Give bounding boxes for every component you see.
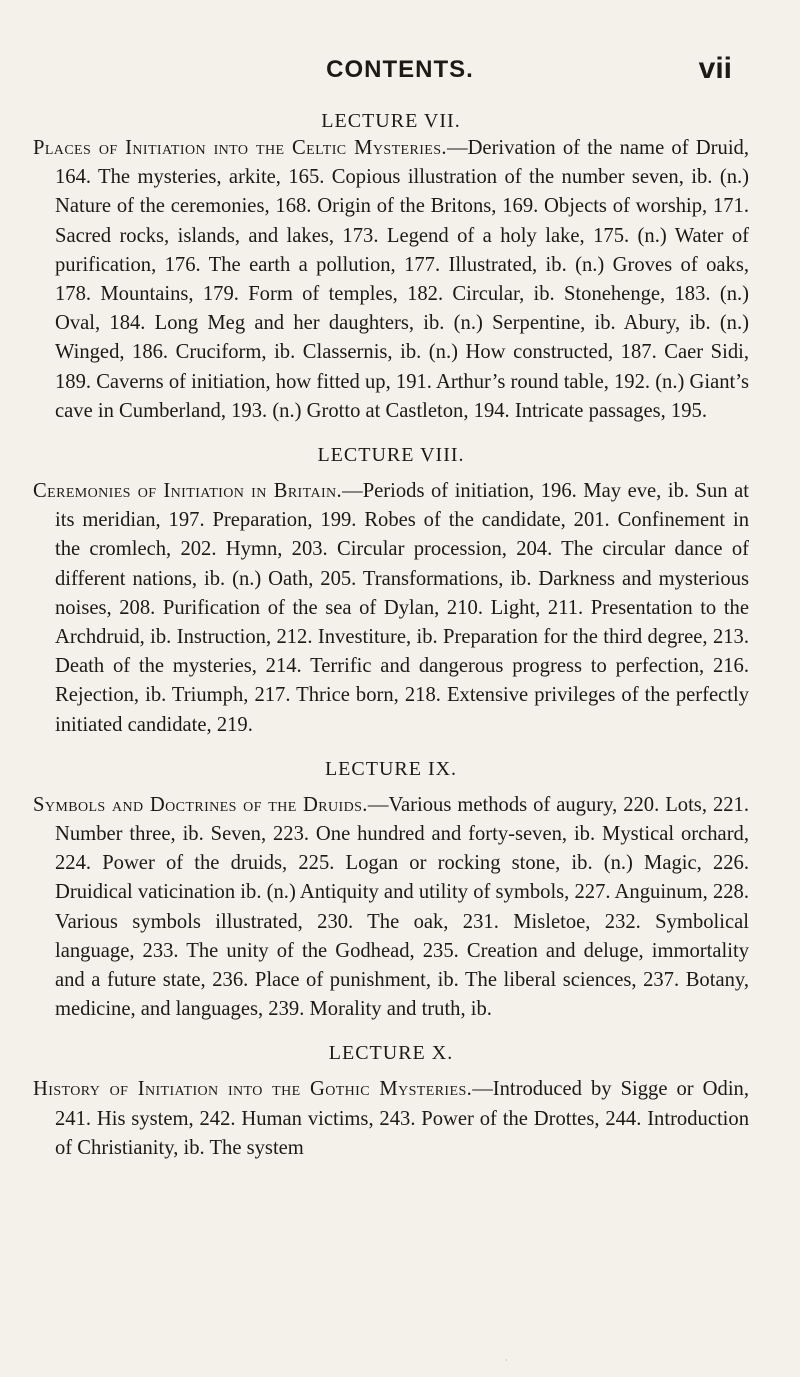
section-text: —Derivation of the name of Druid, 164. The mysteries, arkite, 165. Copious illustration of the number seven, ib. (n.) Nature of the ceremonies, 168. Origin of the Britons, 169. Objects of worship, 171. Sacred rocks, islands, and lakes, 173. Legend of a holy lake, 175. (n.) Water of purification, 176. The earth a pollution, 177. Illustrated, ib. (n.) Groves of oaks, 178. Mountains, 179. Form of temples, 182. Circular, ib. Stonehenge, 183. (n.) Oval, 184. Long Meg and her daughters, ib. (n.) Serpentine, ib. Abury, ib. (n.) Winged, 186. Cruciform, ib. Classernis, ib. (n.) How constructed, 187. Caer Sidi, 189. Caverns of initiation, how fitted up, 191. Arthur’s round table, 192. (n.) Giant’s cave in Cumberland, 193. (n.) Grotto at Castleton, 194. Intricate passages, 195. xyxy=(55,137,749,422)
lecture-heading: LECTURE IX. xyxy=(324,757,458,780)
lecture-heading: LECTURE X. xyxy=(328,1042,454,1065)
section-title: Symbols and Doctrines of the Druids. xyxy=(33,793,368,816)
paper-speck: · xyxy=(505,1356,508,1365)
lecture-heading: LECTURE VIII. xyxy=(317,444,465,467)
lecture-summary xyxy=(33,791,749,1025)
section-text: —Introduced by Sigge or Odin, 241. His system, 242. Human victims, 243. Power of the Drottes, 244. Introduction of Christianity, ib. The system xyxy=(55,1078,749,1159)
contents-body xyxy=(33,108,749,1163)
section-title: Ceremonies of Initiation in Britain. xyxy=(33,480,343,503)
lecture-summary xyxy=(33,1075,749,1163)
section-text: —Various methods of augury, 220. Lots, 221. Number three, ib. Seven, 223. One hundred and forty-seven, ib. Mystical orchard, 224. Power of the druids, 225. Logan or rocking stone, ib. (n.) Magic, 226. Druidical vaticination ib. (n.) Antiquity and utility of symbols, 227. Anguinum, 228. Various symbols illustrated, 230. The oak, 231. Misletoe, 232. Symbolical language, 233. The unity of the Godhead, 235. Creation and deluge, immortality and a future state, 236. Place of punishment, ib. The liberal sciences, 237. Botany, medicine, and languages, 239. Morality and truth, ib. xyxy=(55,793,749,1021)
page-number: vii xyxy=(698,52,732,85)
lecture-heading: LECTURE VII. xyxy=(321,110,461,132)
running-header xyxy=(0,52,800,96)
lecture-summary xyxy=(33,477,749,740)
lecture-summary xyxy=(33,134,749,426)
section-title: Places of Initiation into the Celtic Mysteries. xyxy=(33,137,447,159)
section-title: History of Initiation into the Gothic Mysteries. xyxy=(33,1078,473,1101)
page-title: CONTENTS. xyxy=(326,56,474,83)
section-text: —Periods of initiation, 196. May eve, ib. Sun at its meridian, 197. Preparation, 199. Robes of the candidate, 201. Confinement in the cromlech, 202. Hymn, 203. Circular procession, 204. The circular dance of different nations, ib. (n.) Oath, 205. Transformations, ib. Darkness and mysterious noises, 208. Purification of the sea of Dylan, 210. Light, 211. Presentation to the Archdruid, ib. Instruction, 212. Investiture, ib. Preparation for the third degree, 213. Death of the mysteries, 214. Terrific and dangerous progress to perfection, 216. Rejection, ib. Triumph, 217. Thrice born, 218. Extensive privileges of the perfectly initiated candidate, 219. xyxy=(55,480,749,736)
